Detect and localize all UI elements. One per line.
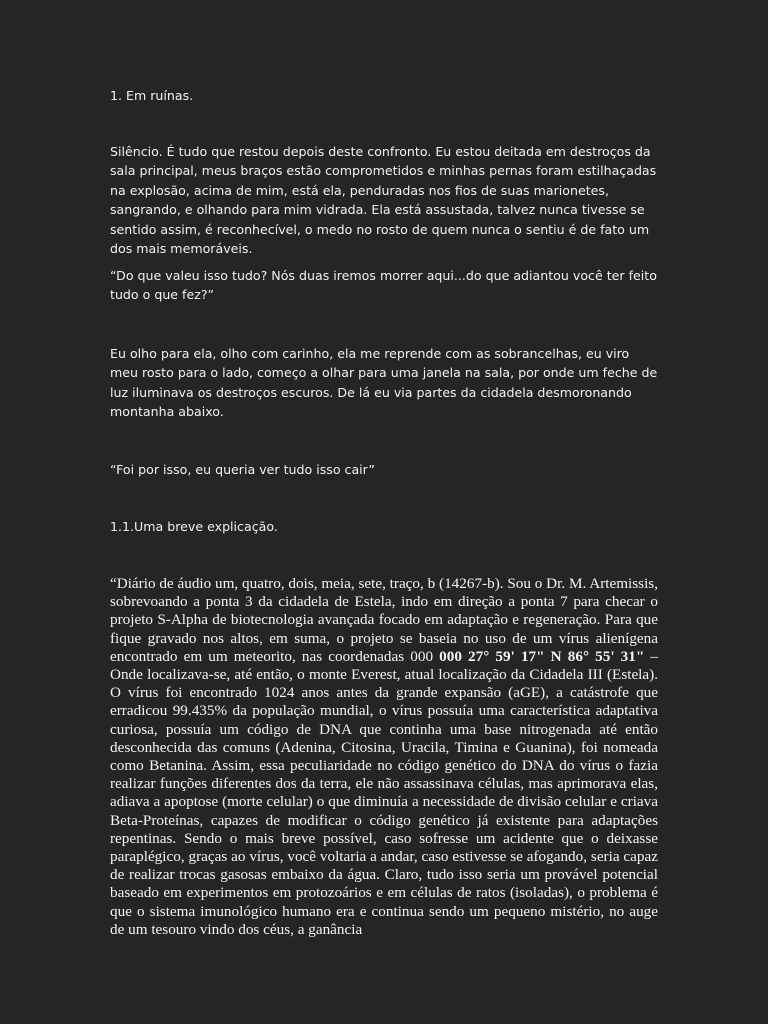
paragraph-window: Eu olho para ela, olho com carinho, ela me reprende com as sobrancelhas, eu viro meu rosto para o lado, começo a olhar para uma janela na sala, por onde um feche de luz iluminava os destroços escuros. De lá eu via partes da cidadela desmoronando montanha abaixo.: [110, 346, 658, 420]
quote-fall: “Foi por isso, eu queria ver tudo isso cair”: [110, 462, 375, 477]
quote-dialogue: “Do que valeu isso tudo? Nós duas iremos morrer aqui...do que adiantou você ter feito tudo o que fez?”: [110, 268, 657, 303]
diary-coordinates: 000 27° 59' 17" N 86° 55' 31": [439, 647, 645, 665]
paragraph-diary: [110, 575, 658, 939]
chapter-heading: 1. Em ruínas.: [110, 88, 194, 103]
paragraph-silence: Silêncio. É tudo que restou depois deste confronto. Eu estou deitada em destroços da sala principal, meus braços estão comprometidos e minhas pernas foram estilhaçadas na explosão, acima de mim, está ela, penduradas nos fios de suas marionetes, sangrando, e olhando para mim vidrada. Ela está assustada, talvez nunca tivesse se sentido assim, é reconhecível, o medo no rosto de quem nunca o sentiu é de fato um dos mais memoráveis.: [110, 144, 657, 257]
diary-text-start: “Diário de áudio um, quatro, dois, meia, sete, traço, b (14267-b). Sou o Dr. M. Artemissis, sobrevoando a ponta 3 da cidadela de Estela, indo em direção a ponta 7 para checar o projeto S-Alpha de biotecnologia avançada focado em adaptação e regeneração. Para que fique gravado nos altos, em suma, o projeto se baseia no uso de um vírus alienígena encontrado em um meteorito, nas coordenadas 000: [110, 575, 658, 665]
section-heading: 1.1.Uma breve explicação.: [110, 519, 278, 534]
diary-text-end: – Onde localizava-se, até então, o monte Everest, atual localização da Cidadela III (Estela). O vírus foi encontrado 1024 anos antes da grande expansão (aGE), a catástrofe que erradicou 99.435% da população mundial, o vírus possuía uma característica adaptativa curiosa, possuía um código de DNA que continha uma base nitrogenada até então desconhecida das comuns (Adenina, Citosina, Uracila, Timina e Guanina), foi nomeada como Betanina. Assim, essa peculiaridade no código genético do DNA do vírus o fazia realizar funções diferentes dos da terra, ele não assassinava células, mas aprimorava elas, adiava a apoptose (morte celular) o que diminuía a necessidade de divisão celular e criava Beta-Proteínas, capazes de modificar o código genético já existente para adaptações repentinas. Sendo o mais breve possível, caso sofresse um acidente que o deixasse paraplégico, graças ao vírus, você voltaria a andar, caso estivesse se afogando, seria capaz de realizar trocas gasosas embaixo da água. Claro, tudo isso seria um provável potencial baseado em experimentos em protozoários e em células de ratos (isoladas), o problema é que o sistema imunológico humano era e continua sendo um pequeno mistério, no auge de um tesouro vindo dos céus, a ganância: [110, 647, 659, 938]
